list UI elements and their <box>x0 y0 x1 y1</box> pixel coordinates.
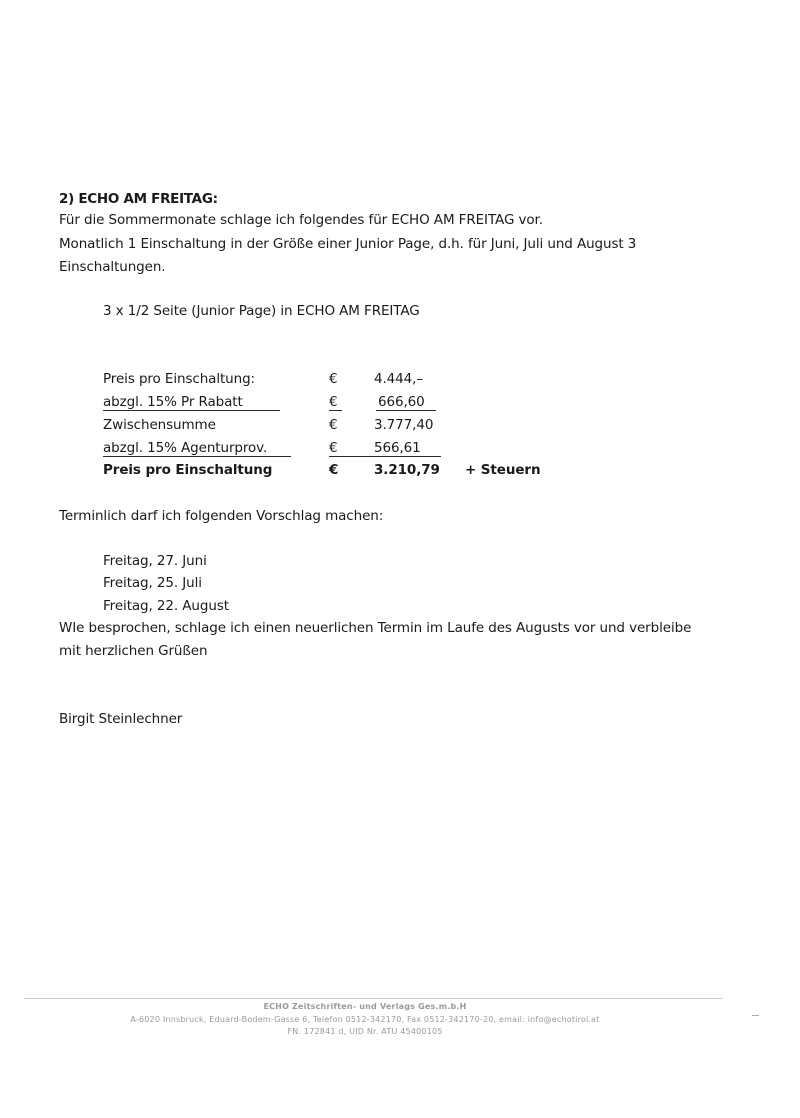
underline <box>103 410 280 411</box>
section-title: 2) ECHO AM FREITAG: <box>59 191 218 207</box>
closing-line-2: mit herzlichen Grüßen <box>59 643 208 659</box>
footer-registry: FN. 172841 d, UID Nr. ATU 45400105 <box>287 1027 443 1036</box>
schedule-intro: Terminlich darf ich folgenden Vorschlag machen: <box>59 508 384 524</box>
price-row-label: abzgl. 15% Agenturprov. <box>103 440 268 456</box>
price-row-value: 3.777,40 <box>374 417 434 433</box>
offer-description: 3 x 1/2 Seite (Junior Page) in ECHO AM FREITAG <box>103 303 420 319</box>
price-row-currency: € <box>329 440 338 456</box>
schedule-date: Freitag, 25. Juli <box>103 575 202 591</box>
edge-mark <box>752 1015 759 1016</box>
footer-address: A-6020 Innsbruck, Eduard-Bodem-Gasse 6, Telefon 0512-342170, Fax 0512-342170-20, email: info@echotirol.at <box>130 1015 600 1024</box>
price-row-label: Preis pro Einschaltung: <box>103 371 256 387</box>
schedule-date: Freitag, 27. Juni <box>103 553 207 569</box>
underline <box>376 410 436 411</box>
price-row-label: Zwischensumme <box>103 417 216 433</box>
price-row-currency: € <box>329 417 338 433</box>
signature-name: Birgit Steinlechner <box>59 711 183 727</box>
price-row-label-total: Preis pro Einschaltung <box>103 462 273 478</box>
price-row-value: 666,60 <box>378 394 425 410</box>
body-line-2: Monatlich 1 Einschaltung in der Größe einer Junior Page, d.h. für Juni, Juli und August 3 <box>59 236 637 252</box>
price-row-value: 4.444,– <box>374 371 423 387</box>
price-row-label: abzgl. 15% Pr Rabatt <box>103 394 243 410</box>
closing-line-1: WIe besprochen, schlage ich einen neuerlichen Termin im Laufe des Augusts vor und verbleibe <box>59 620 692 636</box>
footer-company: ECHO Zeitschriften- und Verlags Ges.m.b.H <box>263 1002 467 1011</box>
underline <box>329 410 342 411</box>
price-row-currency: € <box>329 394 338 410</box>
price-row-value-total: 3.210,79 <box>374 462 440 478</box>
underline <box>103 456 291 457</box>
schedule-date: Freitag, 22. August <box>103 598 229 614</box>
body-line-3: Einschaltungen. <box>59 259 166 275</box>
price-row-value: 566,61 <box>374 440 421 456</box>
body-line-1: Für die Sommermonate schlage ich folgendes für ECHO AM FREITAG vor. <box>59 212 543 228</box>
price-row-currency: € <box>329 371 338 387</box>
underline <box>329 456 441 457</box>
footer-divider <box>24 998 722 999</box>
tax-note: + Steuern <box>465 462 541 478</box>
price-row-currency-total: € <box>329 462 339 478</box>
